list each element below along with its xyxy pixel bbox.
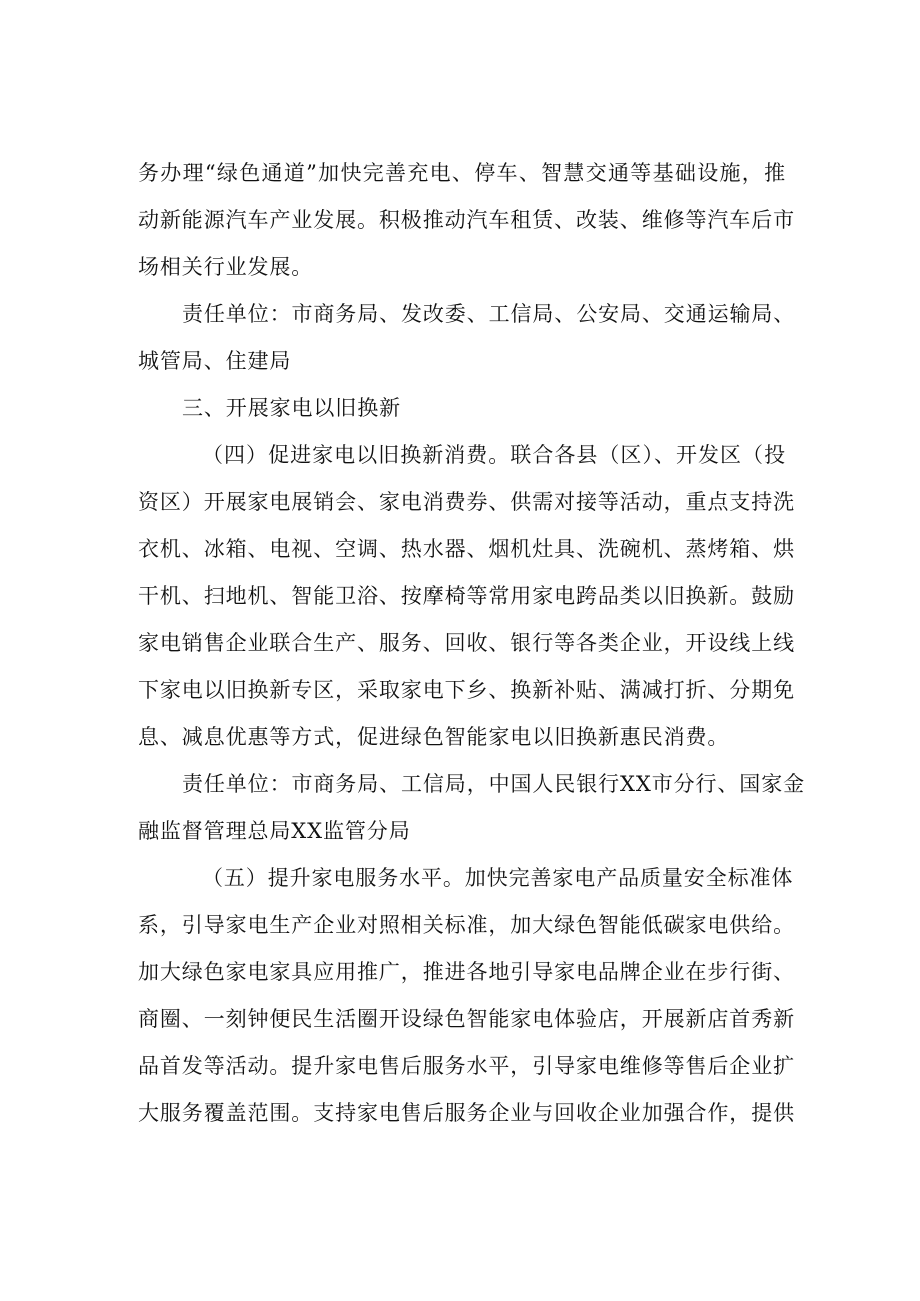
text-line: 加大绿色家电家具应用推广，推进各地引导家电品牌企业在步行街、 xyxy=(138,960,795,984)
text-line: 息、减息优惠等方式，促进绿色智能家电以旧换新惠民消费。 xyxy=(138,725,730,749)
text-line: 家电销售企业联合生产、服务、回收、银行等各类企业，开设线上线 xyxy=(138,631,795,655)
text-line: 融监督管理总局XX监管分局 xyxy=(138,819,411,843)
responsibility-unit-1 xyxy=(138,291,796,385)
text-line: 城管局、住建局 xyxy=(138,349,292,373)
paragraph-continuation xyxy=(138,150,795,291)
text-line: 干机、扫地机、智能卫浴、按摩椅等常用家电跨品类以旧换新。鼓励 xyxy=(138,584,795,608)
text-line: 务办理“绿色通道”加快完善充电、停车、智慧交通等基础设施，推 xyxy=(138,161,786,185)
text-line: （五）提升家电服务水平。加快完善家电产品质量安全标准体 xyxy=(202,866,794,890)
text-line: 衣机、冰箱、电视、空调、热水器、烟机灶具、洗碗机、蒸烤箱、烘 xyxy=(138,537,795,561)
text-line: 品首发等活动。提升家电售后服务水平，引导家电维修等售后企业扩 xyxy=(138,1054,795,1078)
paragraph-item-5 xyxy=(138,855,795,1137)
text-line: 场相关行业发展。 xyxy=(138,255,314,279)
document-page xyxy=(138,150,805,1137)
text-line: 责任单位：市商务局、工信局，中国人民银行XX市分行、国家金 xyxy=(182,772,805,796)
text-line: 下家电以旧换新专区，采取家电下乡、换新补贴、满减打折、分期免 xyxy=(138,678,795,702)
text-line: 资区）开展家电展销会、家电消费券、供需对接等活动，重点支持洗 xyxy=(138,490,795,514)
text-line: 商圈、一刻钟便民生活圈开设绿色智能家电体验店，开展新店首秀新 xyxy=(138,1007,795,1031)
paragraph-item-4 xyxy=(138,432,795,761)
section-heading xyxy=(138,385,786,432)
text-line: 大服务覆盖范围。支持家电售后服务企业与回收企业加强合作，提供 xyxy=(138,1101,795,1125)
text-line: 责任单位：市商务局、发改委、工信局、公安局、交通运输局、 xyxy=(182,302,796,326)
text-line: 动新能源汽车产业发展。积极推动汽车租赁、改装、维修等汽车后市 xyxy=(138,208,795,232)
text-line: （四）促进家电以旧换新消费。联合各县（区）、开发区（投 xyxy=(202,443,786,467)
responsibility-unit-2 xyxy=(138,761,805,855)
heading-text: 三、开展家电以旧换新 xyxy=(182,396,401,420)
text-line: 系，引导家电生产企业对照相关标准，加大绿色智能低碳家电供给。 xyxy=(138,913,795,937)
